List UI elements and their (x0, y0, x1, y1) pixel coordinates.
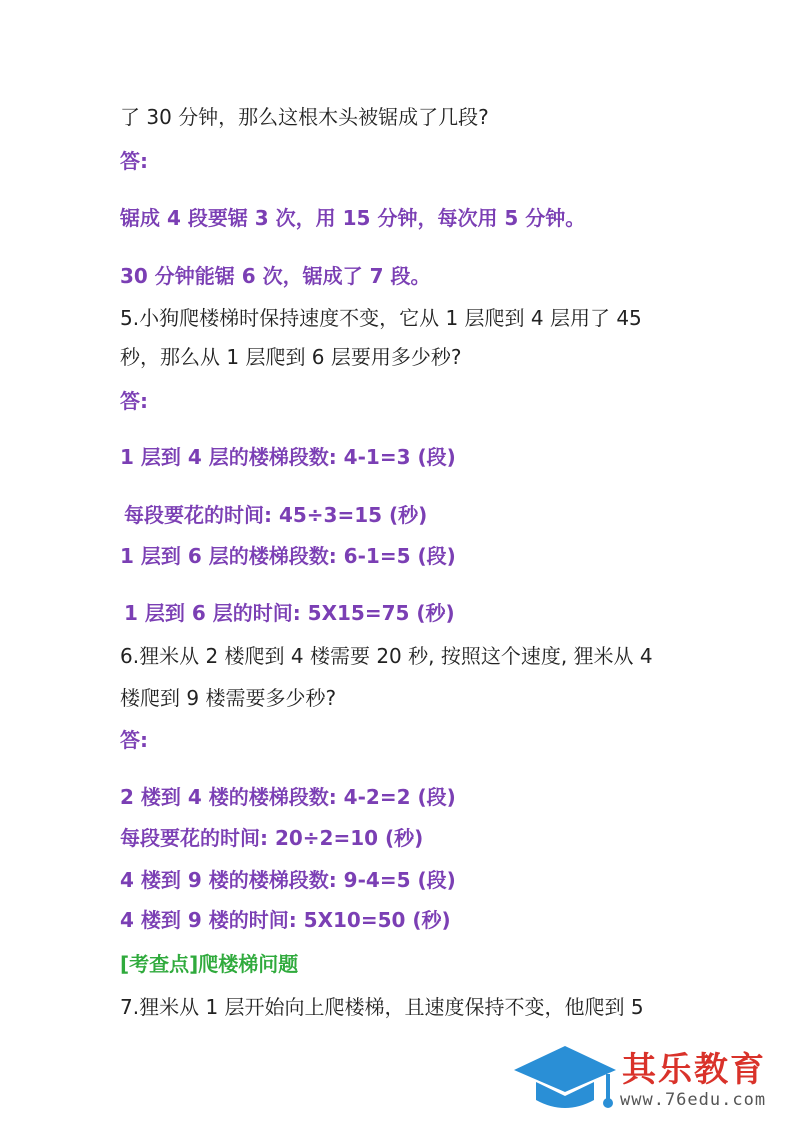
question-text: 秒，那么从 1 层爬到 6 层要用多少秒? (120, 345, 462, 369)
question-text: 了 30 分钟，那么这根木头被锯成了几段? (120, 105, 489, 129)
answer-text: 锯成 4 段要锯 3 次，用 15 分钟，每次用 5 分钟。 (120, 206, 586, 230)
answer-text: 30 分钟能锯 6 次，锯成了 7 段。 (120, 264, 431, 288)
answer-text: 1 层到 4 层的楼梯段数: 4-1=3 (段) (120, 445, 456, 469)
answer-text: 1 层到 6 层的时间: 5X15=75 (秒) (124, 601, 455, 625)
answer-text: 1 层到 6 层的楼梯段数: 6-1=5 (段) (120, 544, 456, 568)
answer-label: 答: (120, 728, 148, 752)
question-text: 6.狸米从 2 楼爬到 4 楼需要 20 秒, 按照这个速度, 狸米从 4 (120, 644, 653, 668)
brand-logo (510, 1040, 790, 1120)
answer-text: 4 楼到 9 楼的时间: 5X10=50 (秒) (120, 908, 451, 932)
topic-tag: [考查点]爬楼梯问题 (120, 952, 299, 976)
graduation-cap-icon (510, 1040, 620, 1118)
answer-text: 每段要花的时间: 20÷2=10 (秒) (120, 826, 424, 850)
answer-text: 每段要花的时间: 45÷3=15 (秒) (124, 503, 428, 527)
brand-name: 其乐教育 (622, 1050, 766, 1090)
answer-label: 答: (120, 389, 148, 413)
answer-text: 2 楼到 4 楼的楼梯段数: 4-2=2 (段) (120, 785, 456, 809)
question-text: 楼爬到 9 楼需要多少秒? (120, 686, 337, 710)
answer-label: 答: (120, 149, 148, 173)
question-text: 7.狸米从 1 层开始向上爬楼梯，且速度保持不变，他爬到 5 (120, 995, 644, 1019)
answer-text: 4 楼到 9 楼的楼梯段数: 9-4=5 (段) (120, 868, 456, 892)
brand-url: www.76edu.com (620, 1090, 767, 1110)
question-text: 5.小狗爬楼梯时保持速度不变，它从 1 层爬到 4 层用了 45 (120, 306, 642, 330)
